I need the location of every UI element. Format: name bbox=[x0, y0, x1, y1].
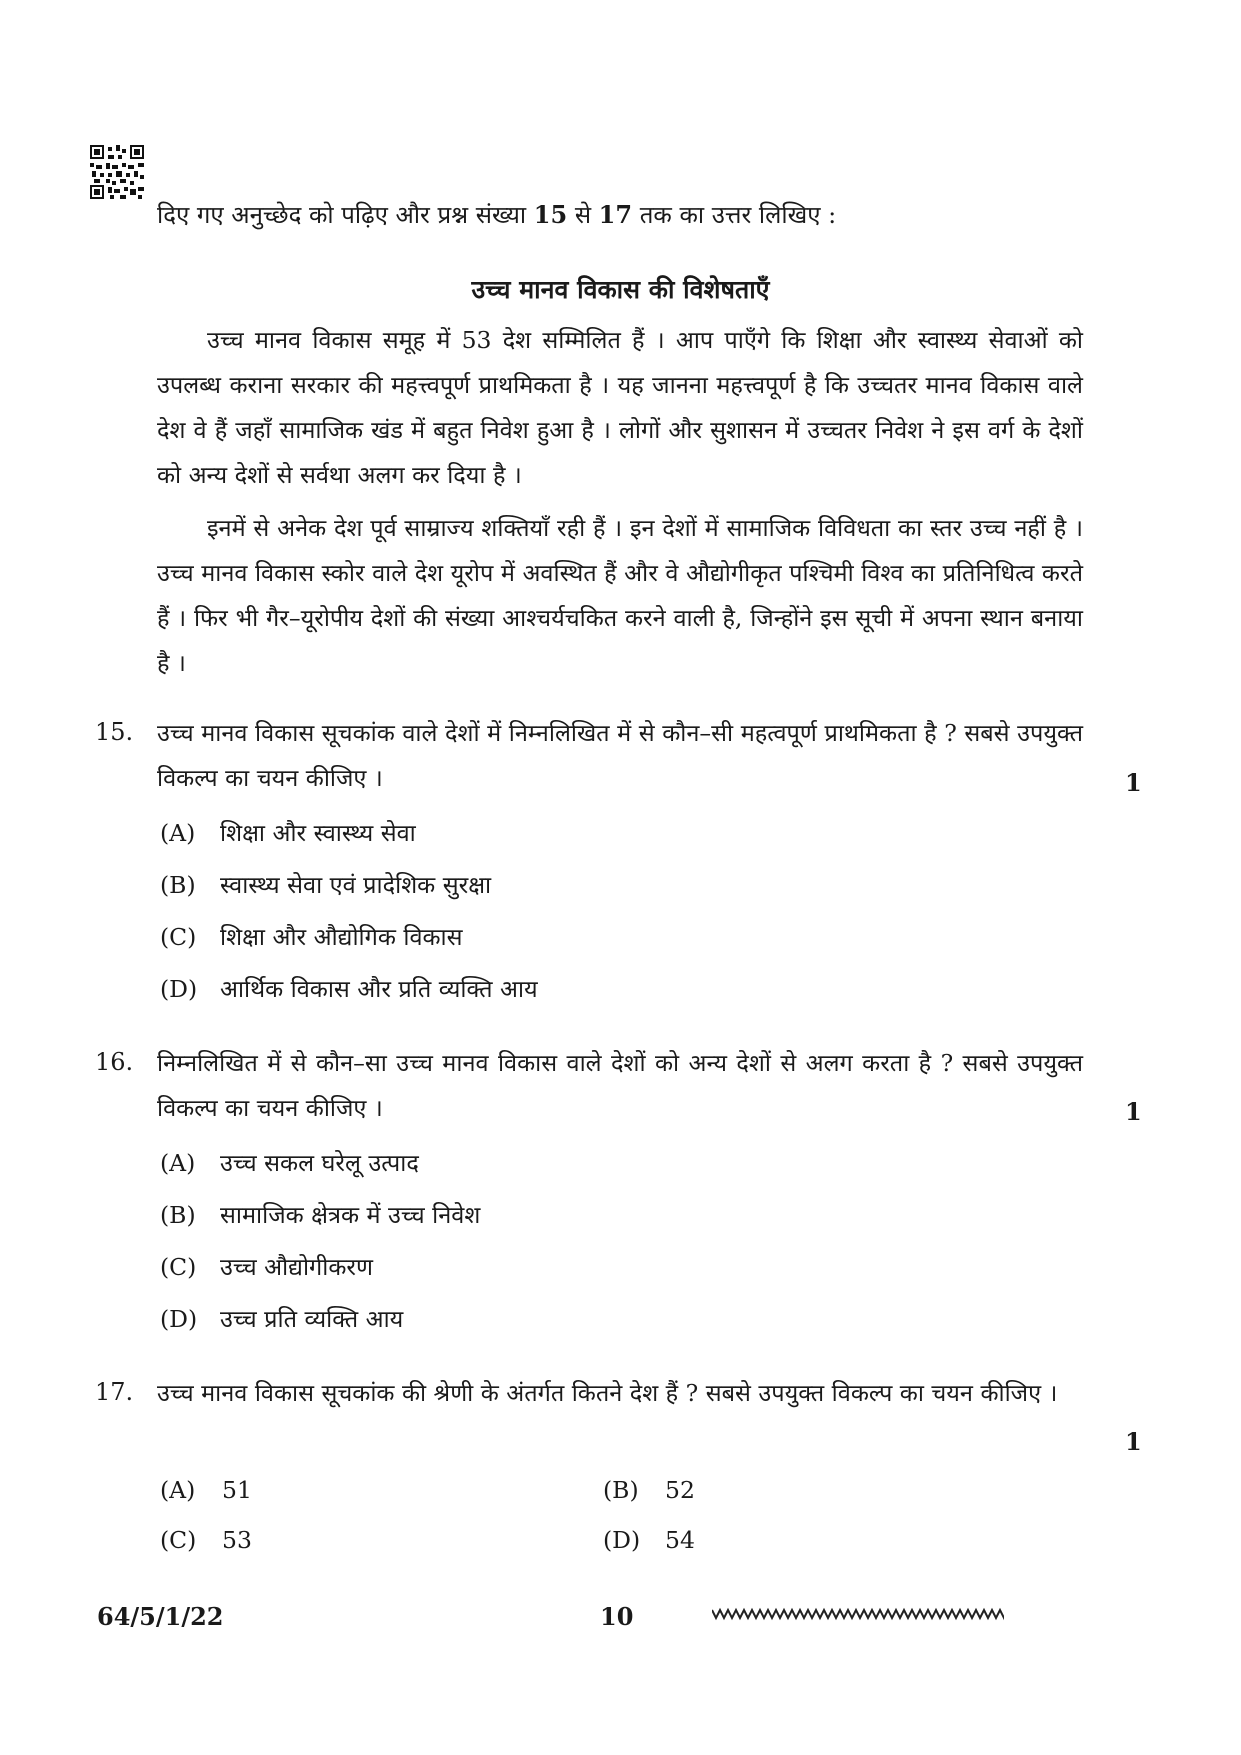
option-label: (D) bbox=[603, 1526, 641, 1554]
question-17-number: 17. bbox=[95, 1378, 134, 1406]
option-text: शिक्षा और औद्योगिक विकास bbox=[220, 923, 463, 951]
passage-paragraph-2 bbox=[157, 506, 1083, 686]
option-text: शिक्षा और स्वास्थ्य सेवा bbox=[220, 819, 416, 847]
instruction-text: दिए गए अनुच्छेद को पढ़िए और प्रश्न संख्या bbox=[157, 201, 534, 229]
question-16-text: निम्नलिखित में से कौन–सा उच्च मानव विकास वाले देशों को अन्य देशों से अलग करता है ? सबसे उपयुक्त विकल्प का चयन कीजिए । bbox=[157, 1049, 1083, 1122]
question-15-option-b bbox=[160, 868, 491, 900]
paragraph-text: उच्च मानव विकास समूह में 53 देश सम्मिलित हैं । आप पाएँगे कि शिक्षा और स्वास्थ्य सेवाओं को उपलब्ध कराना सरकार की महत्त्वपूर्ण प्राथमिकता है । यह जानना महत्त्वपूर्ण है कि उच्चतर मानव विकास वाले देश वे हैं जहाँ सामाजिक खंड में बहुत निवेश हुआ है । लोगों और सुशासन में उच्चतर निवेश ने इस वर्ग के देशों को अन्य देशों से सर्वथा अलग कर दिया है । bbox=[157, 326, 1083, 489]
option-label: (B) bbox=[160, 1201, 196, 1229]
passage-title: उच्च मानव विकास की विशेषताएँ bbox=[471, 275, 770, 304]
instruction-line bbox=[157, 198, 836, 231]
question-17-marks: 1 bbox=[1125, 1427, 1142, 1456]
option-text: आर्थिक विकास और प्रति व्यक्ति आय bbox=[220, 975, 538, 1003]
page-number: 10 bbox=[600, 1602, 634, 1631]
option-label: (A) bbox=[160, 1149, 196, 1177]
passage-paragraph-1 bbox=[157, 318, 1083, 498]
option-label: (D) bbox=[160, 975, 198, 1003]
option-label: (B) bbox=[160, 871, 196, 899]
question-16-option-a bbox=[160, 1146, 419, 1178]
question-16-option-d bbox=[160, 1302, 403, 1334]
option-text: उच्च प्रति व्यक्ति आय bbox=[220, 1305, 404, 1333]
question-17-option-a bbox=[160, 1476, 252, 1504]
instruction-text-end: तक का उत्तर लिखिए : bbox=[632, 201, 837, 229]
option-label: (D) bbox=[160, 1305, 198, 1333]
instruction-to-number: 17 bbox=[598, 200, 633, 229]
option-text: 54 bbox=[665, 1526, 695, 1554]
option-label: (B) bbox=[603, 1476, 639, 1504]
option-label: (A) bbox=[160, 819, 196, 847]
question-16-option-c bbox=[160, 1250, 373, 1282]
option-text: 53 bbox=[222, 1526, 252, 1554]
question-15-number: 15. bbox=[95, 718, 134, 746]
instruction-text-mid: से bbox=[567, 201, 599, 229]
question-15-option-d bbox=[160, 972, 538, 1004]
question-15-marks: 1 bbox=[1125, 768, 1142, 797]
option-text: उच्च औद्योगीकरण bbox=[220, 1253, 374, 1281]
qr-code-icon bbox=[90, 145, 144, 199]
question-15-option-c bbox=[160, 920, 463, 952]
paragraph-text: इनमें से अनेक देश पूर्व साम्राज्य शक्तियाँ रही हैं । इन देशों में सामाजिक विविधता का स्तर उच्च नहीं है । उच्च मानव विकास स्कोर वाले देश यूरोप में अवस्थित हैं और वे औद्योगीकृत पश्चिमी विश्व का प्रतिनिधित्व करते हैं । फिर भी गैर–यूरोपीय देशों की संख्या आश्चर्यचकित करने वाली है, जिन्होंने इस सूची में अपना स्थान बनाया है । bbox=[157, 514, 1083, 677]
option-label: (C) bbox=[160, 1253, 197, 1281]
question-16-option-b bbox=[160, 1198, 480, 1230]
option-text: सामाजिक क्षेत्रक में उच्च निवेश bbox=[220, 1201, 481, 1229]
question-15-text: उच्च मानव विकास सूचकांक वाले देशों में निम्नलिखित में से कौन–सी महत्वपूर्ण प्राथमिकता है ? सबसे उपयुक्त विकल्प का चयन कीजिए । bbox=[157, 719, 1083, 792]
instruction-from-number: 15 bbox=[533, 200, 568, 229]
option-label: (C) bbox=[160, 1526, 197, 1554]
question-17-option-c bbox=[160, 1526, 252, 1554]
wavy-line-icon bbox=[712, 1606, 1004, 1622]
question-16-marks: 1 bbox=[1125, 1097, 1142, 1126]
question-17-option-d bbox=[603, 1526, 695, 1554]
option-text: 52 bbox=[665, 1476, 695, 1504]
question-15-option-a bbox=[160, 816, 416, 848]
option-text: 51 bbox=[222, 1476, 252, 1504]
question-17-text: उच्च मानव विकास सूचकांक की श्रेणी के अंतर्गत कितने देश हैं ? सबसे उपयुक्त विकल्प का चयन कीजिए । bbox=[157, 1379, 1058, 1407]
paper-code: 64/5/1/22 bbox=[97, 1602, 224, 1631]
option-text: स्वास्थ्य सेवा एवं प्रादेशिक सुरक्षा bbox=[220, 871, 492, 899]
question-16-number: 16. bbox=[95, 1048, 134, 1076]
option-text: उच्च सकल घरेलू उत्पाद bbox=[220, 1149, 419, 1177]
question-17-option-b bbox=[603, 1476, 695, 1504]
option-label: (A) bbox=[160, 1476, 196, 1504]
option-label: (C) bbox=[160, 923, 197, 951]
